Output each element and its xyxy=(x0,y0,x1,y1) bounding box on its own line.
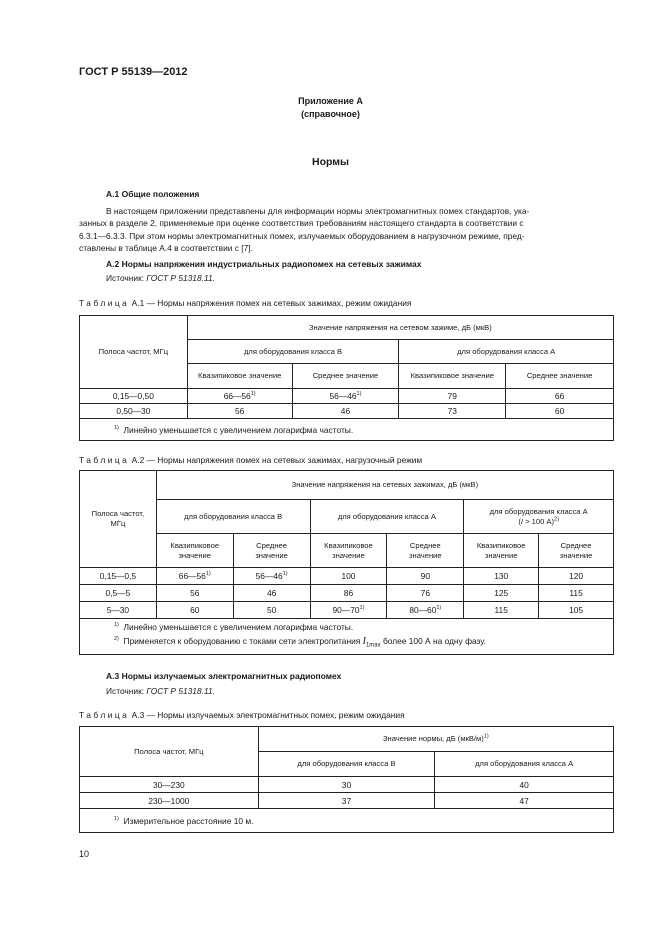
t1-group-b: для оборудования класса B xyxy=(187,340,399,364)
table-row: 0,15—0,5 66—56$^{1)}$ 56—46$^{1)}$ 100 90 130 120 xyxy=(80,568,614,585)
annex-subtitle: (справочное) xyxy=(301,109,360,119)
t1-footnote: $^{1)}$ Линейно уменьшается с увеличением логарифма частоты. xyxy=(80,419,614,441)
t1-head-b-qp: Квазипиковое значение xyxy=(187,364,292,389)
t2-head-avg: Среднее значение xyxy=(539,534,614,568)
t1-col-value: Значение напряжения на сетевом зажиме, дБ (мкВ) xyxy=(187,316,613,340)
table-a2 xyxy=(79,470,614,655)
a3-heading: А.3 Нормы излучаемых электромагнитных радиопомех xyxy=(106,671,342,681)
t3-group-b: для оборудования класса B xyxy=(258,752,435,777)
annex-title: Приложение А xyxy=(298,96,363,106)
page-number: 10 xyxy=(79,849,90,859)
t2-group-b: для оборудования класса B xyxy=(156,500,310,534)
t2-footnote-2: $^{2)}$ Применяется к оборудованию с токами сети электропитания $I_{1max}$ более 100 А на одну фазу. xyxy=(114,636,486,649)
section-title: Нормы xyxy=(311,156,349,168)
table-a1-caption: Таблица А.1 — Нормы напряжения помех на сетевых зажимах, режим ожидания xyxy=(79,298,412,308)
a2-source: Источник: ГОСТ Р 51318.11. xyxy=(106,273,215,283)
table-a2-caption: Таблица А.2 — Нормы напряжения помех на сетевых зажимах, нагрузочный режим xyxy=(79,455,423,465)
t2-head-qp: Квазипиковое значение xyxy=(464,534,539,568)
a1-paragraph xyxy=(79,205,613,255)
t1-head-a-avg: Среднее значение xyxy=(506,364,614,389)
t2-col-value: Значение напряжения на сетевых зажимах, дБ (мкВ) xyxy=(156,471,613,500)
t3-group-a: для оборудования класса А xyxy=(435,752,614,777)
t3-col-freq: Полоса частот, МГц xyxy=(80,727,259,777)
t2-footnotes xyxy=(80,619,614,655)
t1-group-a: для оборудования класса А xyxy=(399,340,614,364)
table-row: 0,15—0,50 66—56$^{1)}$ 56—46$^{1)}$ 79 66 xyxy=(80,389,614,404)
t2-footnote-1: $^{1)}$ Линейно уменьшается с увеличением логарифма частоты. xyxy=(114,622,354,633)
table-row: 230—1000 37 47 xyxy=(80,793,614,809)
t2-head-qp: Квазипиковое значение xyxy=(310,534,387,568)
a1-heading: А.1 Общие положения xyxy=(106,189,200,199)
table-a3 xyxy=(79,726,614,833)
a2-heading: А.2 Нормы напряжения индустриальных радиопомех на сетевых зажимах xyxy=(106,259,422,269)
t1-head-b-avg: Среднее значение xyxy=(292,364,399,389)
a1-line-1: В настоящем приложении представлены для информации нормы электромагнитных помех стандартов, ука- xyxy=(106,206,530,216)
document-header: ГОСТ Р 55139—2012 xyxy=(79,66,188,78)
table-row: 0,50—30 56 46 73 60 xyxy=(80,404,614,419)
table-a1 xyxy=(79,315,614,441)
t2-head-avg: Среднее значение xyxy=(233,534,310,568)
t3-col-value: Значение нормы, дБ $(мкВ/м)^{1)}$ xyxy=(258,727,613,752)
t2-group-a-100: для оборудования класса А (I > 100 А)$^{2)}$ xyxy=(464,500,614,534)
table-row: 30—230 30 40 xyxy=(80,777,614,793)
t1-col-freq: Полоса частот, МГц xyxy=(80,316,188,389)
table-row: 0,5—5 56 46 86 76 125 115 xyxy=(80,585,614,602)
a1-line-2: занных в разделе 2, применяемые при оценке соответствия требованиям настоящего стандарта в соответствии с xyxy=(79,218,524,229)
a3-source: Источник: ГОСТ Р 51318.11. xyxy=(106,686,215,696)
t2-head-qp: Квазипиковое значение xyxy=(156,534,233,568)
table-row: 5—30 60 50 90—70$^{1)}$ 80—60$^{1)}$ 115 105 xyxy=(80,602,614,619)
t3-footnote: $^{1)}$ Измерительное расстояние 10 м. xyxy=(80,809,614,833)
t2-col-freq: Полоса частот, МГц xyxy=(80,471,157,568)
table-a3-caption: Таблица А.3 — Нормы излучаемых электромагнитных помех, режим ожидания xyxy=(79,710,405,720)
t2-head-avg: Среднее значение xyxy=(387,534,464,568)
t1-head-a-qp: Квазипиковое значение xyxy=(399,364,506,389)
a1-line-3: 6.3.1—6.3.3. При этом нормы электромагнитных помех, излучаемых оборудованием в нагрузочном режиме, пред- xyxy=(79,230,525,241)
a1-line-4: ставлены в таблице А.4 в соответствии с [7]. xyxy=(79,243,253,254)
t2-group-a: для оборудования класса А xyxy=(310,500,464,534)
